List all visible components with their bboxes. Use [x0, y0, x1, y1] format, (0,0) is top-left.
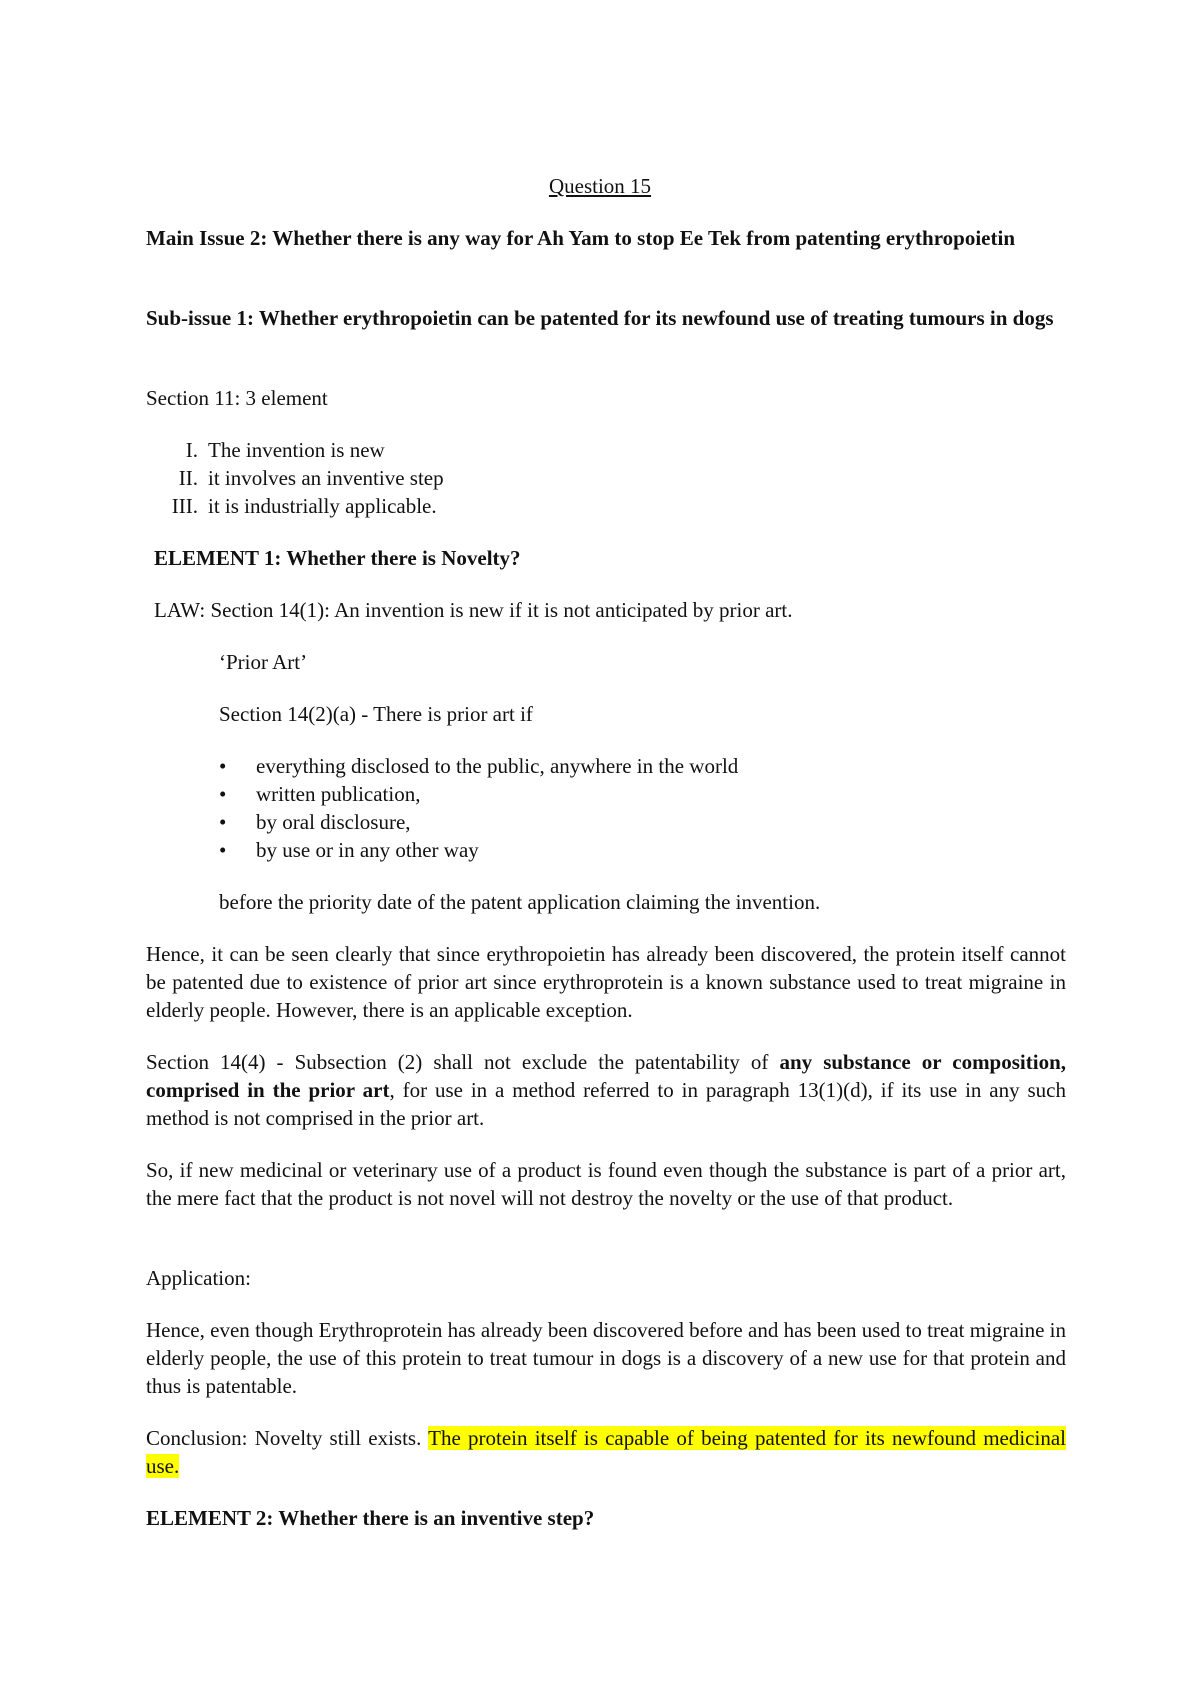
bullet-text: by oral disclosure,: [256, 810, 411, 834]
application-label: Application:: [146, 1266, 251, 1290]
list-numeral: I.: [185, 438, 198, 462]
prior-art-bullet: [219, 752, 738, 780]
list-numeral: II.: [178, 466, 198, 490]
prior-art-label: ‘Prior Art’: [219, 650, 308, 674]
bullet-icon: •: [219, 754, 227, 778]
bullet-icon: •: [219, 810, 227, 834]
application-paragraph: Hence, even though Erythroprotein has already been discovered before and has been used to treat migraine in elderly people, the use of this protein to treat tumour in dogs is a discovery of a new use for that protein and thus is patentable.: [146, 1318, 1066, 1398]
main-issue-heading: Main Issue 2: Whether there is any way for Ah Yam to stop Ee Tek from patenting erythropoietin: [146, 226, 1015, 250]
bullet-text: written publication,: [256, 782, 421, 806]
conclusion-text: Conclusion: Novelty still exists.: [146, 1426, 429, 1450]
element-list-item: [146, 436, 385, 464]
section-14-4-text: Section 14(4) - Subsection (2) shall not exclude the patentability of: [146, 1050, 780, 1074]
bullet-text: by use or in any other way: [256, 838, 479, 862]
prior-art-bullet: [219, 836, 479, 864]
section-14-2a-line: Section 14(2)(a) - There is prior art if: [219, 702, 533, 726]
hence-paragraph: Hence, it can be seen clearly that since erythropoietin has already been discovered, the protein itself cannot be patented due to existence of prior art since erythroprotein is a known substance used to treat migraine in elderly people. However, there is an applicable exception.: [146, 942, 1066, 1022]
element-list-item: [146, 492, 437, 520]
list-text: it is industrially applicable.: [208, 494, 437, 518]
sub-issue-heading: Sub-issue 1: Whether erythropoietin can be patented for its newfound use of treating tumours in dogs: [146, 306, 1054, 330]
list-text: it involves an inventive step: [208, 466, 444, 490]
section-11-line: Section 11: 3 element: [146, 386, 328, 410]
prior-art-bullet: [219, 808, 411, 836]
section-14-4-bold-text: any substance or composition, comprised in the prior art: [146, 1050, 1066, 1102]
list-text: The invention is new: [208, 438, 385, 462]
bullet-text: everything disclosed to the public, anywhere in the world: [256, 754, 739, 778]
element-1-heading: ELEMENT 1: Whether there is Novelty?: [154, 546, 521, 570]
list-numeral: III.: [171, 494, 198, 518]
conclusion-highlight: The protein itself is capable of being patented for its newfound medicinal use.: [146, 1426, 1066, 1478]
law-line: LAW: Section 14(1): An invention is new if it is not anticipated by prior art.: [154, 598, 793, 622]
section-14-4-paragraph: [146, 1048, 1066, 1132]
so-paragraph: So, if new medicinal or veterinary use of a product is found even though the substance is part of a prior art, the mere fact that the product is not novel will not destroy the novelty or the use of that product.: [146, 1158, 1066, 1210]
conclusion-paragraph: [146, 1424, 1066, 1480]
before-priority-line: before the priority date of the patent application claiming the invention.: [219, 890, 821, 914]
element-2-heading: ELEMENT 2: Whether there is an inventive step?: [146, 1506, 595, 1530]
page-title: Question 15: [548, 174, 652, 198]
prior-art-bullet: [219, 780, 420, 808]
section-14-4-text-end: , for use in a method referred to in paragraph 13(1)(d), if its use in any such method is not comprised in the prior art.: [146, 1078, 1067, 1130]
bullet-icon: •: [219, 838, 227, 862]
bullet-icon: •: [219, 782, 227, 806]
element-list-item: [146, 464, 444, 492]
